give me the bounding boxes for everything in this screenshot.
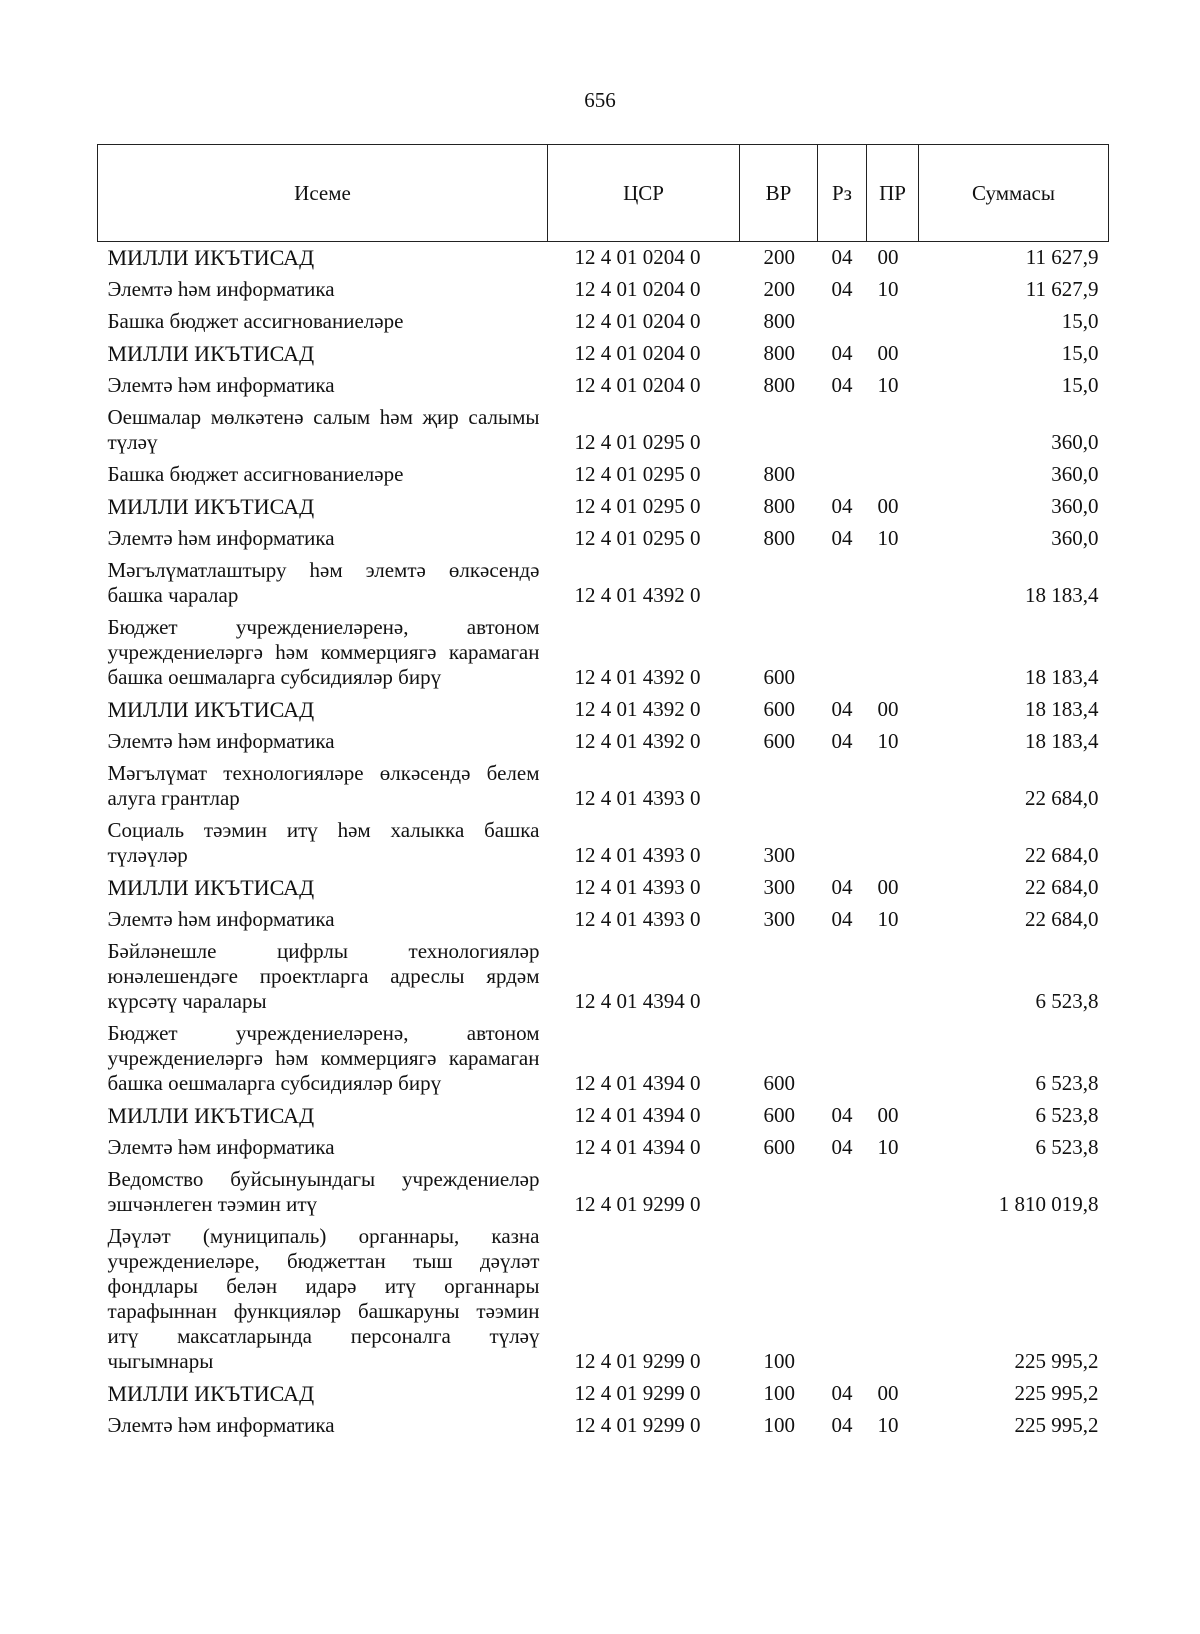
cell-rz — [818, 936, 867, 1018]
cell-name: Элемтә һәм информатика — [107, 373, 335, 397]
cell-sum: 360,0 — [1051, 462, 1099, 486]
cell-rz: 04 — [831, 1135, 853, 1159]
table-row — [98, 274, 1109, 306]
table-row — [98, 694, 1109, 726]
cell-rz: 04 — [831, 1103, 853, 1127]
page-number: 656 — [584, 88, 616, 112]
table-row — [98, 1164, 1109, 1221]
cell-csr: 12 4 01 4393 0 — [574, 786, 701, 810]
cell-pr — [867, 612, 919, 694]
cell-vr: 600 — [763, 729, 795, 753]
cell-pr: 10 — [877, 729, 899, 753]
table-row — [98, 872, 1109, 904]
cell-rz: 04 — [831, 1413, 853, 1437]
table-row — [98, 306, 1109, 338]
cell-sum: 225 995,2 — [1014, 1413, 1099, 1437]
cell-vr: 600 — [763, 697, 795, 721]
cell-vr: 200 — [763, 245, 795, 269]
cell-sum: 18 183,4 — [1025, 697, 1099, 721]
cell-pr: 10 — [877, 1135, 899, 1159]
cell-vr — [740, 936, 818, 1018]
cell-pr: 10 — [877, 907, 899, 931]
cell-name: Элемтә һәм информатика — [107, 729, 335, 753]
table-row — [98, 758, 1109, 815]
cell-vr: 300 — [763, 843, 795, 867]
cell-vr: 800 — [763, 462, 795, 486]
cell-rz — [818, 1221, 867, 1378]
cell-name: Элемтә һәм информатика — [107, 1413, 335, 1437]
cell-sum: 6 523,8 — [1035, 1103, 1099, 1127]
table-body — [98, 242, 1109, 1443]
header-vr: ВР — [740, 145, 818, 242]
cell-vr: 800 — [763, 526, 795, 550]
cell-name: МИЛЛИ ИКЪТИСАД — [107, 1103, 315, 1128]
table-row — [98, 459, 1109, 491]
cell-sum: 15,0 — [1061, 373, 1099, 397]
cell-csr: 12 4 01 4393 0 — [574, 875, 701, 899]
table-row — [98, 936, 1109, 1018]
cell-sum: 6 523,8 — [1035, 1071, 1099, 1095]
cell-rz — [818, 612, 867, 694]
cell-rz — [818, 1018, 867, 1100]
cell-vr: 800 — [763, 494, 795, 518]
cell-csr: 12 4 01 4392 0 — [574, 729, 701, 753]
table-row — [98, 1018, 1109, 1100]
table-row — [98, 1132, 1109, 1164]
cell-pr: 00 — [877, 1381, 899, 1405]
cell-name: Мәгълүмат технологияләре өлкәсендә белем алуга грантлар — [107, 761, 540, 810]
cell-name: МИЛЛИ ИКЪТИСАД — [107, 341, 315, 366]
cell-csr: 12 4 01 4394 0 — [574, 1071, 701, 1095]
cell-csr: 12 4 01 0204 0 — [574, 245, 701, 269]
cell-sum: 22 684,0 — [1025, 843, 1099, 867]
cell-rz: 04 — [831, 245, 853, 269]
cell-vr: 600 — [763, 1103, 795, 1127]
cell-pr — [867, 402, 919, 459]
table-row — [98, 338, 1109, 370]
cell-pr: 10 — [877, 373, 899, 397]
cell-sum: 225 995,2 — [1014, 1381, 1099, 1405]
table-row — [98, 612, 1109, 694]
cell-vr: 100 — [763, 1381, 795, 1405]
cell-rz: 04 — [831, 729, 853, 753]
cell-sum: 1 810 019,8 — [998, 1192, 1099, 1216]
cell-name: Дәүләт (муниципаль) органнары, казна учреждениеләре, бюджеттан тыш дәүләт фондлары белән идарә итү органнары тарафыннан функцияләр башкаруны тәэмин итү максатларында персоналга түләү чыгымнары — [107, 1224, 540, 1373]
cell-name: Оешмалар мөлкәтенә салым һәм җир салымы түләү — [107, 405, 540, 454]
cell-rz — [818, 555, 867, 612]
cell-sum: 18 183,4 — [1025, 583, 1099, 607]
cell-csr: 12 4 01 4392 0 — [574, 583, 701, 607]
cell-name: Башка бюджет ассигнованиеләре — [107, 462, 404, 486]
cell-rz: 04 — [831, 277, 853, 301]
cell-vr: 800 — [763, 373, 795, 397]
cell-sum: 11 627,9 — [1025, 245, 1099, 269]
cell-sum: 6 523,8 — [1035, 989, 1099, 1013]
cell-csr: 12 4 01 4392 0 — [574, 697, 701, 721]
cell-csr: 12 4 01 9299 0 — [574, 1381, 701, 1405]
table-row — [98, 1410, 1109, 1442]
cell-csr: 12 4 01 0204 0 — [574, 341, 701, 365]
cell-pr: 10 — [877, 526, 899, 550]
cell-vr: 300 — [763, 875, 795, 899]
cell-csr: 12 4 01 0204 0 — [574, 277, 701, 301]
cell-vr — [740, 402, 818, 459]
budget-table — [97, 144, 1109, 1442]
header-name: Исеме — [98, 145, 548, 242]
cell-csr: 12 4 01 9299 0 — [574, 1413, 701, 1437]
cell-rz: 04 — [831, 1381, 853, 1405]
cell-name: Элемтә һәм информатика — [107, 526, 335, 550]
cell-sum: 18 183,4 — [1025, 665, 1099, 689]
cell-csr: 12 4 01 0295 0 — [574, 430, 701, 454]
cell-name: Бюджет учреждениеләренә, автоном учреждениеләргә һәм коммерциягә карамаган башка оешмаларга субсидияләр бирү — [107, 615, 540, 689]
cell-name: Бюджет учреждениеләренә, автоном учреждениеләргә һәм коммерциягә карамаган башка оешмаларга субсидияләр бирү — [107, 1021, 540, 1095]
cell-pr: 00 — [877, 494, 899, 518]
cell-pr — [867, 815, 919, 872]
cell-csr: 12 4 01 0204 0 — [574, 373, 701, 397]
cell-sum: 11 627,9 — [1025, 277, 1099, 301]
cell-sum: 22 684,0 — [1025, 907, 1099, 931]
cell-sum: 360,0 — [1051, 526, 1099, 550]
cell-vr — [740, 758, 818, 815]
cell-pr — [867, 1221, 919, 1378]
cell-pr — [867, 459, 919, 491]
cell-csr: 12 4 01 9299 0 — [574, 1192, 701, 1216]
cell-name: МИЛЛИ ИКЪТИСАД — [107, 1381, 315, 1406]
cell-name: МИЛЛИ ИКЪТИСАД — [107, 245, 315, 270]
table-row — [98, 1221, 1109, 1378]
header-sum: Суммасы — [919, 145, 1109, 242]
cell-sum: 18 183,4 — [1025, 729, 1099, 753]
cell-pr: 00 — [877, 245, 899, 269]
cell-csr: 12 4 01 0295 0 — [574, 462, 701, 486]
cell-csr: 12 4 01 4392 0 — [574, 665, 701, 689]
cell-rz: 04 — [831, 697, 853, 721]
table-row — [98, 370, 1109, 402]
cell-csr: 12 4 01 9299 0 — [574, 1349, 701, 1373]
cell-sum: 360,0 — [1051, 430, 1099, 454]
cell-rz — [818, 815, 867, 872]
header-csr: ЦСР — [548, 145, 740, 242]
cell-vr: 100 — [763, 1349, 795, 1373]
cell-pr — [867, 1018, 919, 1100]
cell-sum: 225 995,2 — [1014, 1349, 1099, 1373]
table-header — [98, 145, 1109, 242]
cell-rz: 04 — [831, 341, 853, 365]
cell-vr: 800 — [763, 341, 795, 365]
cell-csr: 12 4 01 4393 0 — [574, 843, 701, 867]
cell-name: Социаль тәэмин итү һәм халыкка башка түләүләр — [107, 818, 540, 867]
table-row — [98, 815, 1109, 872]
cell-rz — [818, 758, 867, 815]
cell-vr: 300 — [763, 907, 795, 931]
cell-rz — [818, 1164, 867, 1221]
cell-pr: 00 — [877, 697, 899, 721]
cell-csr: 12 4 01 4394 0 — [574, 1135, 701, 1159]
cell-sum: 360,0 — [1051, 494, 1099, 518]
table-row — [98, 555, 1109, 612]
cell-vr — [740, 1164, 818, 1221]
cell-vr: 100 — [763, 1413, 795, 1437]
cell-name: Элемтә һәм информатика — [107, 1135, 335, 1159]
cell-sum: 22 684,0 — [1025, 786, 1099, 810]
cell-pr: 00 — [877, 875, 899, 899]
cell-pr: 00 — [877, 341, 899, 365]
cell-name: МИЛЛИ ИКЪТИСАД — [107, 875, 315, 900]
cell-rz: 04 — [831, 875, 853, 899]
cell-rz — [818, 306, 867, 338]
cell-sum: 15,0 — [1061, 309, 1099, 333]
cell-csr: 12 4 01 0204 0 — [574, 309, 701, 333]
table-row — [98, 1100, 1109, 1132]
cell-name: Бәйләнешле цифрлы технологияләр юнәлешендәге проектларга адреслы ярдәм күрсәтү чаралары — [107, 939, 540, 1013]
cell-vr: 600 — [763, 665, 795, 689]
table-row — [98, 726, 1109, 758]
cell-pr: 00 — [877, 1103, 899, 1127]
table-row — [98, 242, 1109, 275]
cell-sum: 6 523,8 — [1035, 1135, 1099, 1159]
header-pr: ПР — [867, 145, 919, 242]
cell-name: Башка бюджет ассигнованиеләре — [107, 309, 404, 333]
cell-name: Мәгълүматлаштыру һәм элемтә өлкәсендә башка чаралар — [107, 558, 540, 607]
cell-vr: 600 — [763, 1135, 795, 1159]
table-row — [98, 402, 1109, 459]
cell-rz: 04 — [831, 526, 853, 550]
cell-name: МИЛЛИ ИКЪТИСАД — [107, 494, 315, 519]
cell-name: МИЛЛИ ИКЪТИСАД — [107, 697, 315, 722]
cell-rz: 04 — [831, 494, 853, 518]
header-rz: Рз — [818, 145, 867, 242]
cell-pr — [867, 306, 919, 338]
cell-vr — [740, 555, 818, 612]
cell-rz: 04 — [831, 373, 853, 397]
cell-sum: 15,0 — [1061, 341, 1099, 365]
cell-vr: 800 — [763, 309, 795, 333]
cell-rz — [818, 459, 867, 491]
cell-sum: 22 684,0 — [1025, 875, 1099, 899]
cell-rz — [818, 402, 867, 459]
cell-csr: 12 4 01 0295 0 — [574, 494, 701, 518]
cell-csr: 12 4 01 4393 0 — [574, 907, 701, 931]
cell-pr — [867, 758, 919, 815]
cell-name: Элемтә һәм информатика — [107, 907, 335, 931]
table-row — [98, 904, 1109, 936]
cell-pr: 10 — [877, 1413, 899, 1437]
cell-csr: 12 4 01 4394 0 — [574, 1103, 701, 1127]
cell-name: Ведомство буйсынуындагы учреждениеләр эшчәнлеген тәэмин итү — [107, 1167, 540, 1216]
table-row — [98, 491, 1109, 523]
cell-csr: 12 4 01 0295 0 — [574, 526, 701, 550]
cell-pr — [867, 1164, 919, 1221]
table-row — [98, 1378, 1109, 1410]
cell-rz: 04 — [831, 907, 853, 931]
cell-pr — [867, 555, 919, 612]
cell-pr: 10 — [877, 277, 899, 301]
cell-pr — [867, 936, 919, 1018]
cell-vr: 200 — [763, 277, 795, 301]
cell-name: Элемтә һәм информатика — [107, 277, 335, 301]
cell-csr: 12 4 01 4394 0 — [574, 989, 701, 1013]
table-row — [98, 523, 1109, 555]
cell-vr: 600 — [763, 1071, 795, 1095]
